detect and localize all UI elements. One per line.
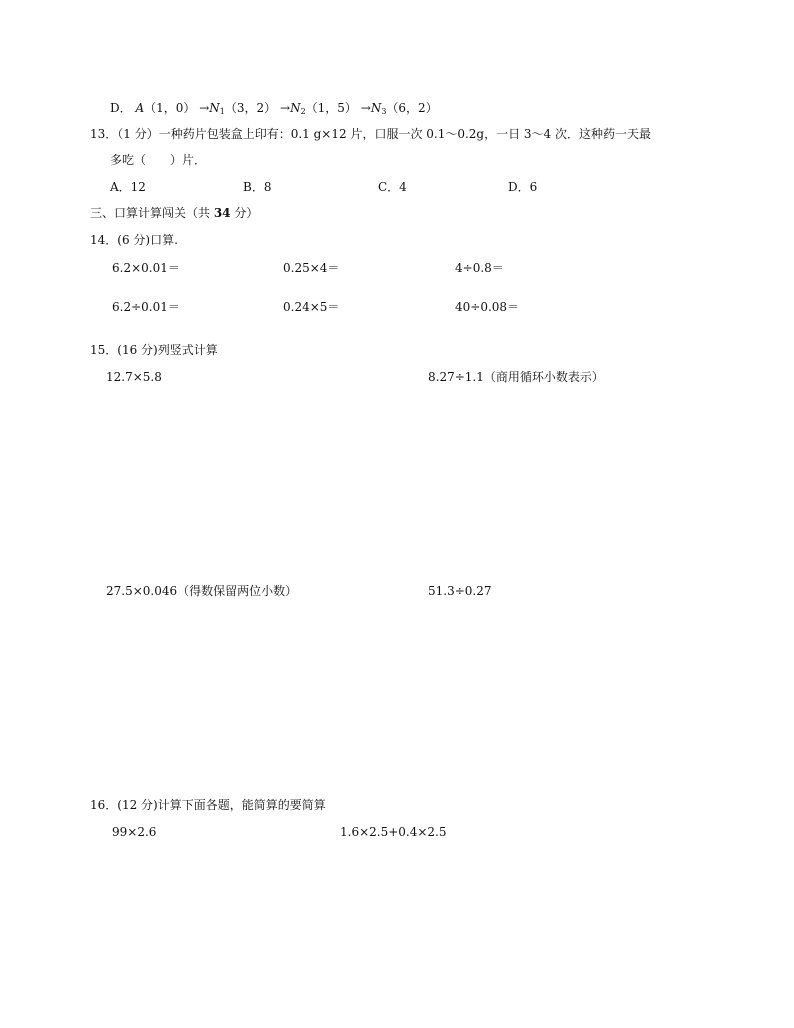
q16-title: 16．(12 分)计算下面各题，能简算的要简算 [90, 798, 326, 812]
q14-item: 0.25×4＝ [283, 261, 340, 275]
q13-option-c: C．4 [378, 180, 407, 194]
q13-question-line1: 13．（1 分）一种药片包装盒上印有：0.1 g×12 片，口服一次 0.1～0.2g，一日 3～4 次．这种药一天最 [90, 127, 652, 141]
point-n3-label: N [370, 101, 382, 115]
q14-title: 14．(6 分)口算. [90, 233, 178, 247]
point-n2-sub: 2 [300, 107, 306, 116]
q14-item: 0.24×5＝ [283, 300, 340, 314]
q15-item: 27.5×0.046（得数保留两位小数） [106, 584, 298, 598]
q13-option-d: D．6 [508, 180, 538, 194]
q14-item: 6.2×0.01＝ [112, 261, 180, 275]
q13-option-a: A．12 [110, 180, 146, 194]
q14-item: 4÷0.8＝ [455, 261, 504, 275]
q14-item: 40÷0.08＝ [455, 300, 520, 314]
section-3-points: 34 [213, 206, 231, 220]
q13-question-line2: 多吃（ ）片． [110, 153, 207, 167]
q15-item: 8.27÷1.1（商用循环小数表示） [428, 370, 604, 384]
q16-item: 1.6×2.5+0.4×2.5 [340, 825, 447, 839]
q13-option-b: B．8 [243, 180, 272, 194]
q15-title: 15．(16 分)列竖式计算 [90, 343, 218, 357]
arrow-icon: → [280, 101, 291, 115]
point-n1-sub: 1 [219, 107, 225, 116]
q16-item: 99×2.6 [112, 825, 157, 839]
q12-option-d-prefix: D． [110, 101, 132, 115]
point-n1-label: N [209, 101, 220, 115]
arrow-icon: → [199, 101, 210, 115]
section-3-heading [90, 205, 258, 221]
section-3-title-prefix: 三、口算计算闯关（共 [90, 206, 214, 220]
point-n2-label: N [290, 101, 301, 115]
point-a-label: A [135, 101, 145, 115]
point-n3-coord: （6，2） [386, 101, 438, 115]
point-n1-coord: （3，2） [224, 101, 277, 115]
q14-item: 6.2÷0.01＝ [112, 300, 180, 314]
point-n2-coord: （1，5） [305, 101, 357, 115]
q15-item: 51.3÷0.27 [428, 584, 492, 598]
q12-option-d [110, 100, 438, 120]
q15-item: 12.7×5.8 [106, 370, 162, 384]
point-a-coord: （1，0） [144, 101, 196, 115]
point-n3-sub: 3 [381, 107, 387, 116]
section-3-title-suffix: 分） [230, 206, 259, 220]
arrow-icon: → [360, 101, 371, 115]
